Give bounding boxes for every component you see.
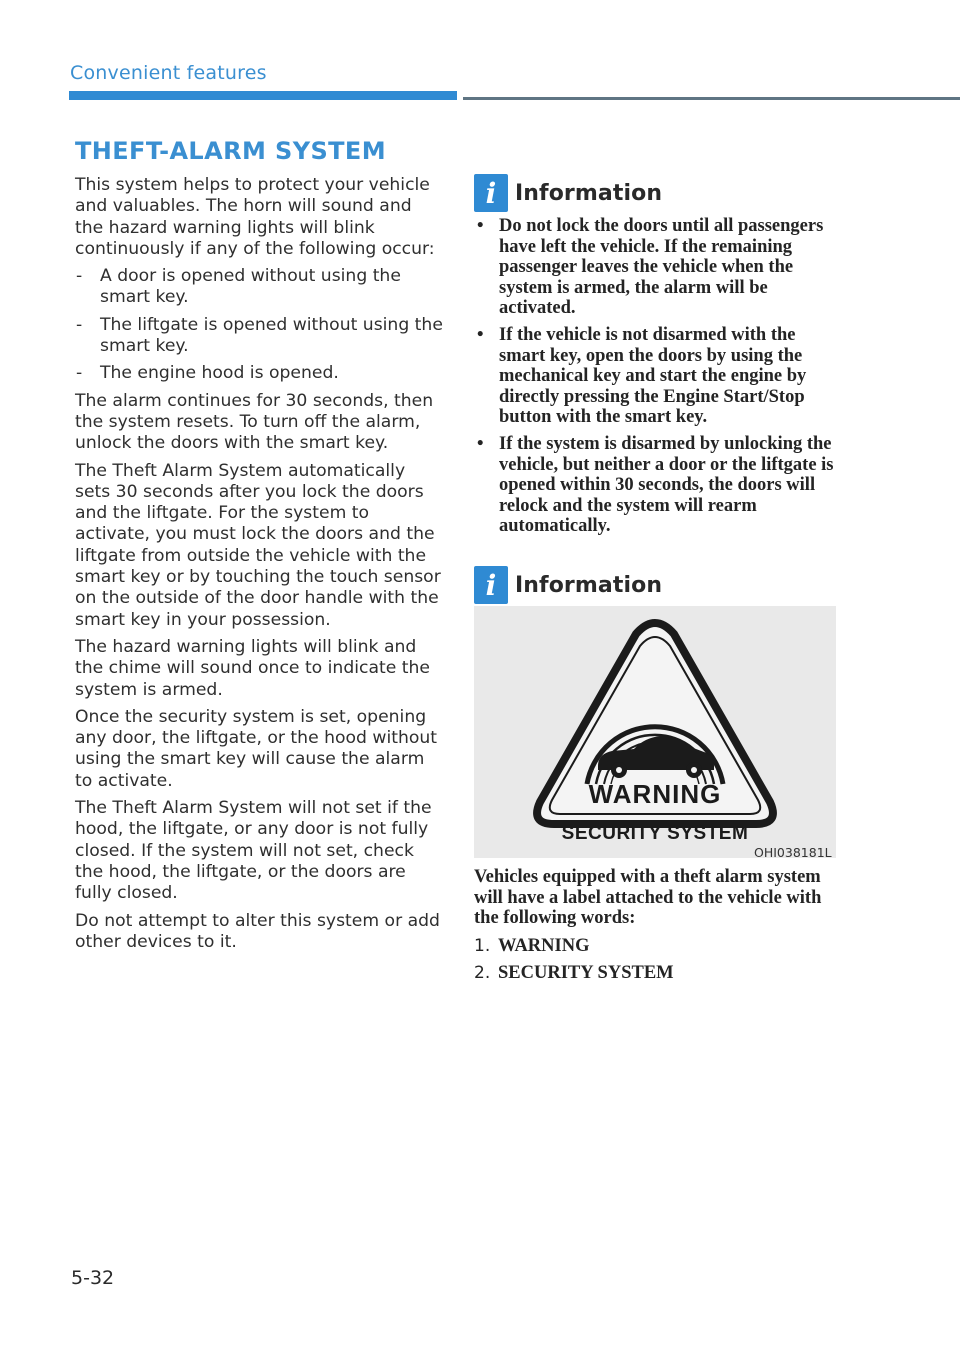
info-icon: i: [474, 566, 508, 604]
dash-list-item: [75, 363, 445, 384]
body-paragraph: The Theft Alarm System automatically sets 30 seconds after you lock the doors and the liftgate. For the system to activate, you must lock the doors and the liftgate from outside the vehicle with the smart key or by touching the touch sensor on the outside of the door handle with the smart key in your possession.: [75, 460, 441, 630]
running-header: Convenient features: [70, 62, 267, 84]
information-bullets: [474, 216, 844, 537]
dash-marker: -: [76, 363, 83, 384]
security-label-illustration: [474, 606, 836, 858]
bullet-text: If the vehicle is not disarmed with the smart key, open the doors by using the mechanical key and start the engine by directly pressing the Engine Start/Stop button with the smart key.: [499, 324, 807, 428]
bullet-dot: •: [477, 216, 484, 236]
dash-item-text: The engine hood is opened.: [100, 363, 339, 384]
body-paragraph: Once the security system is set, opening any door, the liftgate, or the hood without using the smart key will cause the alarm to activate.: [75, 706, 438, 791]
information-heading: [474, 174, 844, 212]
information-title: Information: [515, 572, 663, 598]
label-warning-text: WARNING: [588, 779, 722, 809]
dash-item-text: A door is opened without using the smart key.: [100, 266, 401, 308]
information-box-1: [474, 174, 844, 543]
dash-marker: -: [76, 314, 83, 335]
header-accent-bar: [69, 91, 457, 100]
information-heading: [474, 566, 844, 604]
dash-list-item: [75, 315, 445, 358]
bullet-dot: •: [477, 433, 484, 454]
bullet-item: [474, 325, 844, 428]
item-text: SECURITY SYSTEM: [498, 963, 674, 984]
label-words-list: [474, 936, 844, 984]
bullet-text: Do not lock the doors until all passengers have left the vehicle. If the remaining passenger leaves the vehicle when the system is armed, the alarm will be activated.: [499, 216, 824, 319]
numbered-item: [474, 936, 844, 957]
bullet-item: [474, 434, 844, 537]
page-number: 5-32: [71, 1267, 115, 1289]
body-paragraph: The alarm continues for 30 seconds, then the system resets. To turn off the alarm, unlock the doors with the smart key.: [75, 390, 434, 454]
information-box-2: [474, 566, 844, 604]
numbered-item: [474, 963, 844, 984]
label-caption-block: [474, 867, 844, 991]
item-text: WARNING: [498, 935, 590, 956]
body-paragraph: The hazard warning lights will blink and the chime will sound once to indicate the system is armed.: [75, 636, 430, 700]
dash-item-text: The liftgate is opened without using the smart key.: [100, 314, 443, 357]
section-title: THEFT-ALARM SYSTEM: [75, 137, 387, 165]
bullet-item: [474, 216, 844, 319]
dash-marker: -: [76, 266, 83, 287]
bullet-dot: •: [477, 324, 484, 345]
body-paragraph: Do not attempt to alter this system or add other devices to it.: [75, 910, 440, 952]
dash-list-item: [75, 266, 445, 309]
info-icon: i: [474, 174, 508, 212]
item-number: 1.: [474, 935, 491, 956]
bullet-text: If the system is disarmed by unlocking the vehicle, but neither a door or the liftgate is opened within 30 seconds, the doors will relock and the system will rearm automatically.: [499, 433, 834, 537]
left-column: [75, 175, 445, 959]
label-caption: Vehicles equipped with a theft alarm system will have a label attached to the vehicle with the following words:: [474, 867, 822, 929]
illustration-code: OHI038181L: [754, 845, 832, 860]
item-number: 2.: [474, 963, 491, 984]
body-paragraph: The Theft Alarm System will not set if the hood, the liftgate, or any door is not fully closed. If the system will not set, check the hood, the liftgate, or the doors are fully closed.: [75, 798, 432, 904]
header-rule: [463, 97, 960, 100]
intro-paragraph: This system helps to protect your vehicle and valuables. The horn will sound and the hazard warning lights will blink continuously if any of the following occur:: [75, 175, 435, 259]
label-security-text: SECURITY SYSTEM: [561, 823, 749, 844]
warning-label-graphic: [474, 606, 836, 858]
information-title: Information: [515, 180, 663, 206]
